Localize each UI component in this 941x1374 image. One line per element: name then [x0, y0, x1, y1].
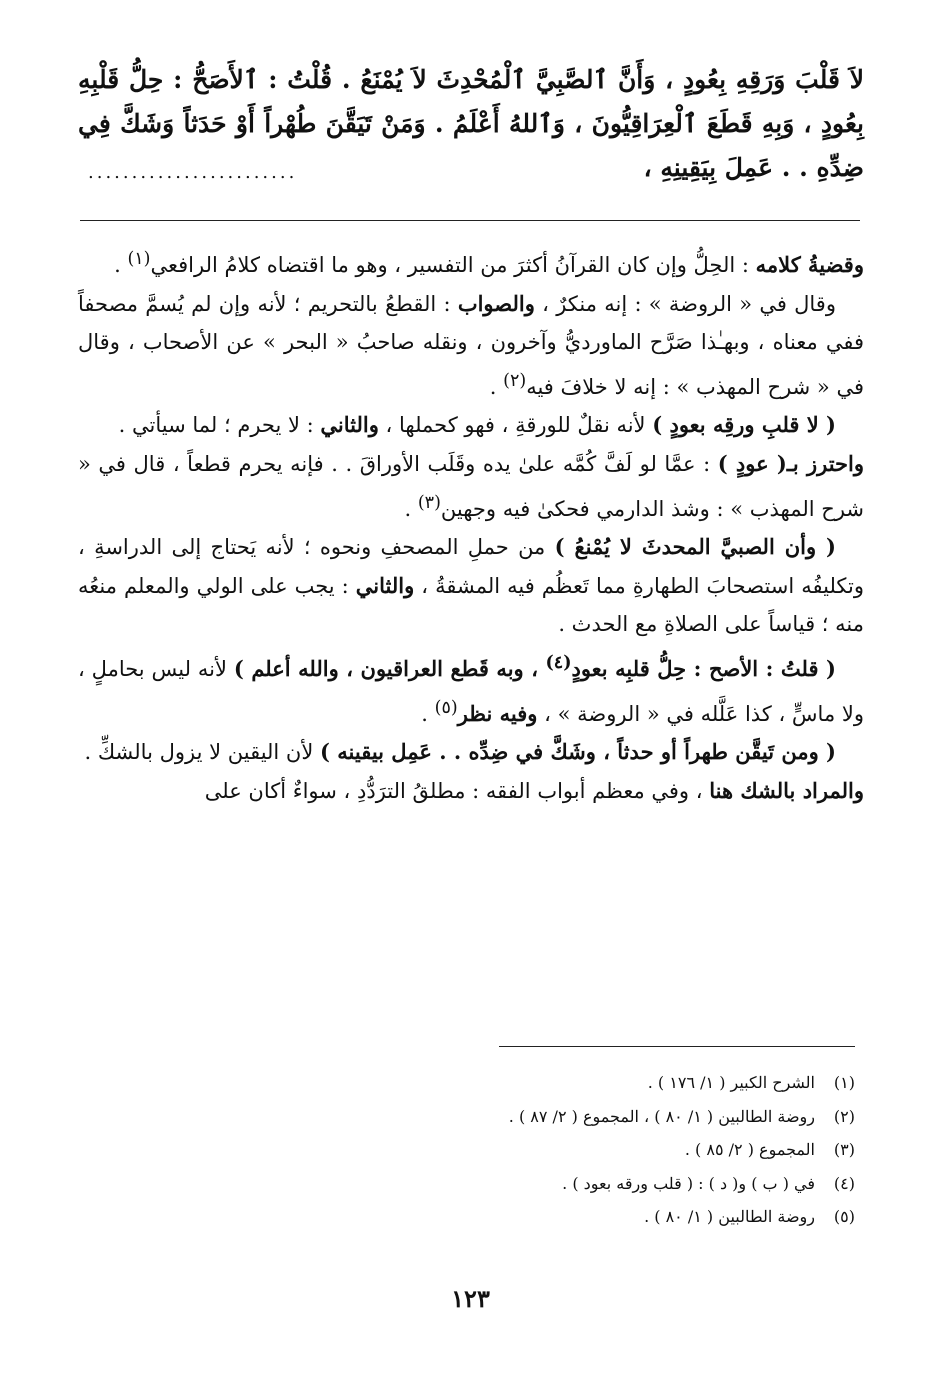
page-number: ١٢٣ [451, 1284, 490, 1313]
footnotes [255, 1066, 855, 1234]
footnote-number: (٥) [833, 1207, 855, 1226]
footnote-item [255, 1100, 855, 1134]
commentary-lead: واحترز بـ( عودٍ ) [717, 450, 865, 476]
commentary-paragraph [78, 445, 864, 528]
commentary-lead: ( لا قلبِ ورقِه بعودٍ ) [652, 412, 836, 438]
commentary-text: من حملِ المصحفِ ونحوه ؛ لأنه يَحتاج إلى الدراسةِ ، وتكليفُه استصحابَ الطهارةِ مما تَعظُم فيه المشقةُ ، [78, 535, 865, 598]
commentary-text: لأنه ليس بحاملٍ ، ولا ماسٍّ ، كذا عَلَّله في « الروضة » ، [78, 656, 864, 726]
footnote-marker: (٥) [434, 697, 458, 718]
footnote-text: الشرح الكبير ( ١/ ١٧٦ ) . [647, 1073, 815, 1092]
commentary-paragraph [78, 644, 864, 733]
footnote-number: (٢) [833, 1106, 855, 1126]
commentary-body [78, 240, 864, 810]
commentary-paragraph [78, 733, 864, 772]
commentary-text: . [489, 374, 504, 399]
commentary-bold-term: والصواب [457, 290, 535, 316]
footnote-marker: (٣) [417, 492, 441, 513]
commentary-lead: ( وأن الصبيَّ المحدثَ لا يُمْنعُ ) [554, 534, 836, 560]
commentary-text: لأنه نقلٌ للورقةِ ، فهو كحملها ، [378, 413, 653, 438]
commentary-text: . [404, 496, 418, 521]
matn-separator-rule [80, 220, 860, 221]
commentary-bold-term: والثاني [355, 572, 415, 598]
footnote-item [255, 1167, 855, 1201]
footnote-text: روضة الطالبين ( ١/ ٨٠ ) . [644, 1207, 815, 1226]
matn-text: لاَ قَلْبَ وَرَقِهِ بِعُودٍ ، وَأَنَّ ٱلصَّبِيَّ ٱلْمُحْدِثَ لاَ يُمْنَعُ . قُلْتُ : ٱلأَصَحُّ : حِلُّ قَلْبِهِ بِعُودٍ ، وَبِهِ قَطَعَ ٱلْعِرَاقِيُّونَ ، وَٱللهُ أَعْلَمُ . وَمَنْ تَيَقَّنَ طُهْراً أَوْ حَدَثاً وَشَكَّ فِي ضِدِّهِ . . عَمِلَ بِيَقِينِهِ ، [78, 65, 864, 182]
commentary-text: : لا يحرم ؛ لما سيأتي . [118, 413, 321, 438]
commentary-text: : يجب على الولي والمعلم منعُه منه ؛ قياساً على الصلاةِ مع الحدث . [78, 573, 864, 637]
footnote-text: روضة الطالبين ( ١/ ٨٠ ) ، المجموع ( ٢/ ٨٧ ) . [508, 1106, 815, 1126]
continuation-dots: ........................ [88, 162, 298, 183]
footnote-marker: (٢) [503, 370, 527, 391]
commentary-lead: ( قلتُ : الأصح : حِلُّ قلبِه بعودٍ [571, 655, 836, 681]
footnote-number: (٤) [833, 1173, 855, 1193]
commentary-paragraph [78, 772, 864, 811]
footnote-marker: (١) [127, 249, 151, 269]
footnote-number: (٣) [833, 1140, 855, 1159]
footnote-separator-rule [499, 1046, 855, 1047]
commentary-lead-continued: ، وبه قَطع العراقيون ، والله أعلم ) [233, 655, 546, 681]
commentary-lead: ( ومن تَيقَّن طهراً أو حدثاً ، وشَكَّ في ضِدِّه . . عَمِل بيقينه ) [320, 739, 836, 765]
commentary-text: : الحِلُّ وإن كان القرآنُ أكثرَ من التفسير ، وهو ما اقتضاه كلامُ الرافعي [150, 253, 756, 277]
commentary-paragraph [78, 528, 864, 644]
footnote-item [255, 1200, 855, 1234]
commentary-text: ، وفي معظم أبواب الفقه : مطلقُ الترَدُّدِ ، سواءٌ أكان على [204, 778, 710, 803]
commentary-text: وقال في « الروضة » : إنه منكرٌ ، [534, 291, 836, 316]
footnote-text: المجموع ( ٢/ ٨٥ ) . [684, 1140, 815, 1159]
commentary-text: : القطعُ بالتحريم ؛ لأنه وإن لم يُسمَّ مصحفاً ففي معناه ، وبهـٰذا صَرَّح الماورديُّ وآخرون ، ونقله صاحبُ « البحر » عن الأصحاب ، وقال في « شرح المهذب » : إنه لا خلافَ فيه [78, 291, 864, 399]
commentary-bold-term: وفيه نظر [457, 700, 538, 726]
commentary-bold-term: والثاني [320, 412, 379, 438]
footnote-marker: (٤) [545, 652, 572, 673]
commentary-lead: والمراد بالشك هنا [709, 777, 864, 803]
footnote-number: (١) [833, 1073, 855, 1092]
commentary-paragraph [78, 240, 864, 285]
footnote-text: في ( ب ) و( د ) : ( قلب ورقه بعود ) . [562, 1173, 815, 1193]
footnote-item [255, 1066, 855, 1100]
commentary-text: . [114, 253, 128, 277]
commentary-text: : عمَّا لو لَفَّ كُمَّه علىٰ يده وقَلَب الأوراقَ . . فإنه يحرم قطعاً ، قال في « شرح المهذب » : وشذ الدارمي فحكىٰ فيه وجهين [78, 451, 864, 521]
commentary-text: لأن اليقين لا يزول بالشكِّ . [84, 740, 321, 765]
commentary-lead: وقضيةُ كلامه [755, 252, 864, 277]
commentary-text: . [421, 701, 435, 726]
footnote-item [255, 1133, 855, 1167]
commentary-paragraph [78, 285, 864, 407]
commentary-paragraph [78, 406, 864, 445]
